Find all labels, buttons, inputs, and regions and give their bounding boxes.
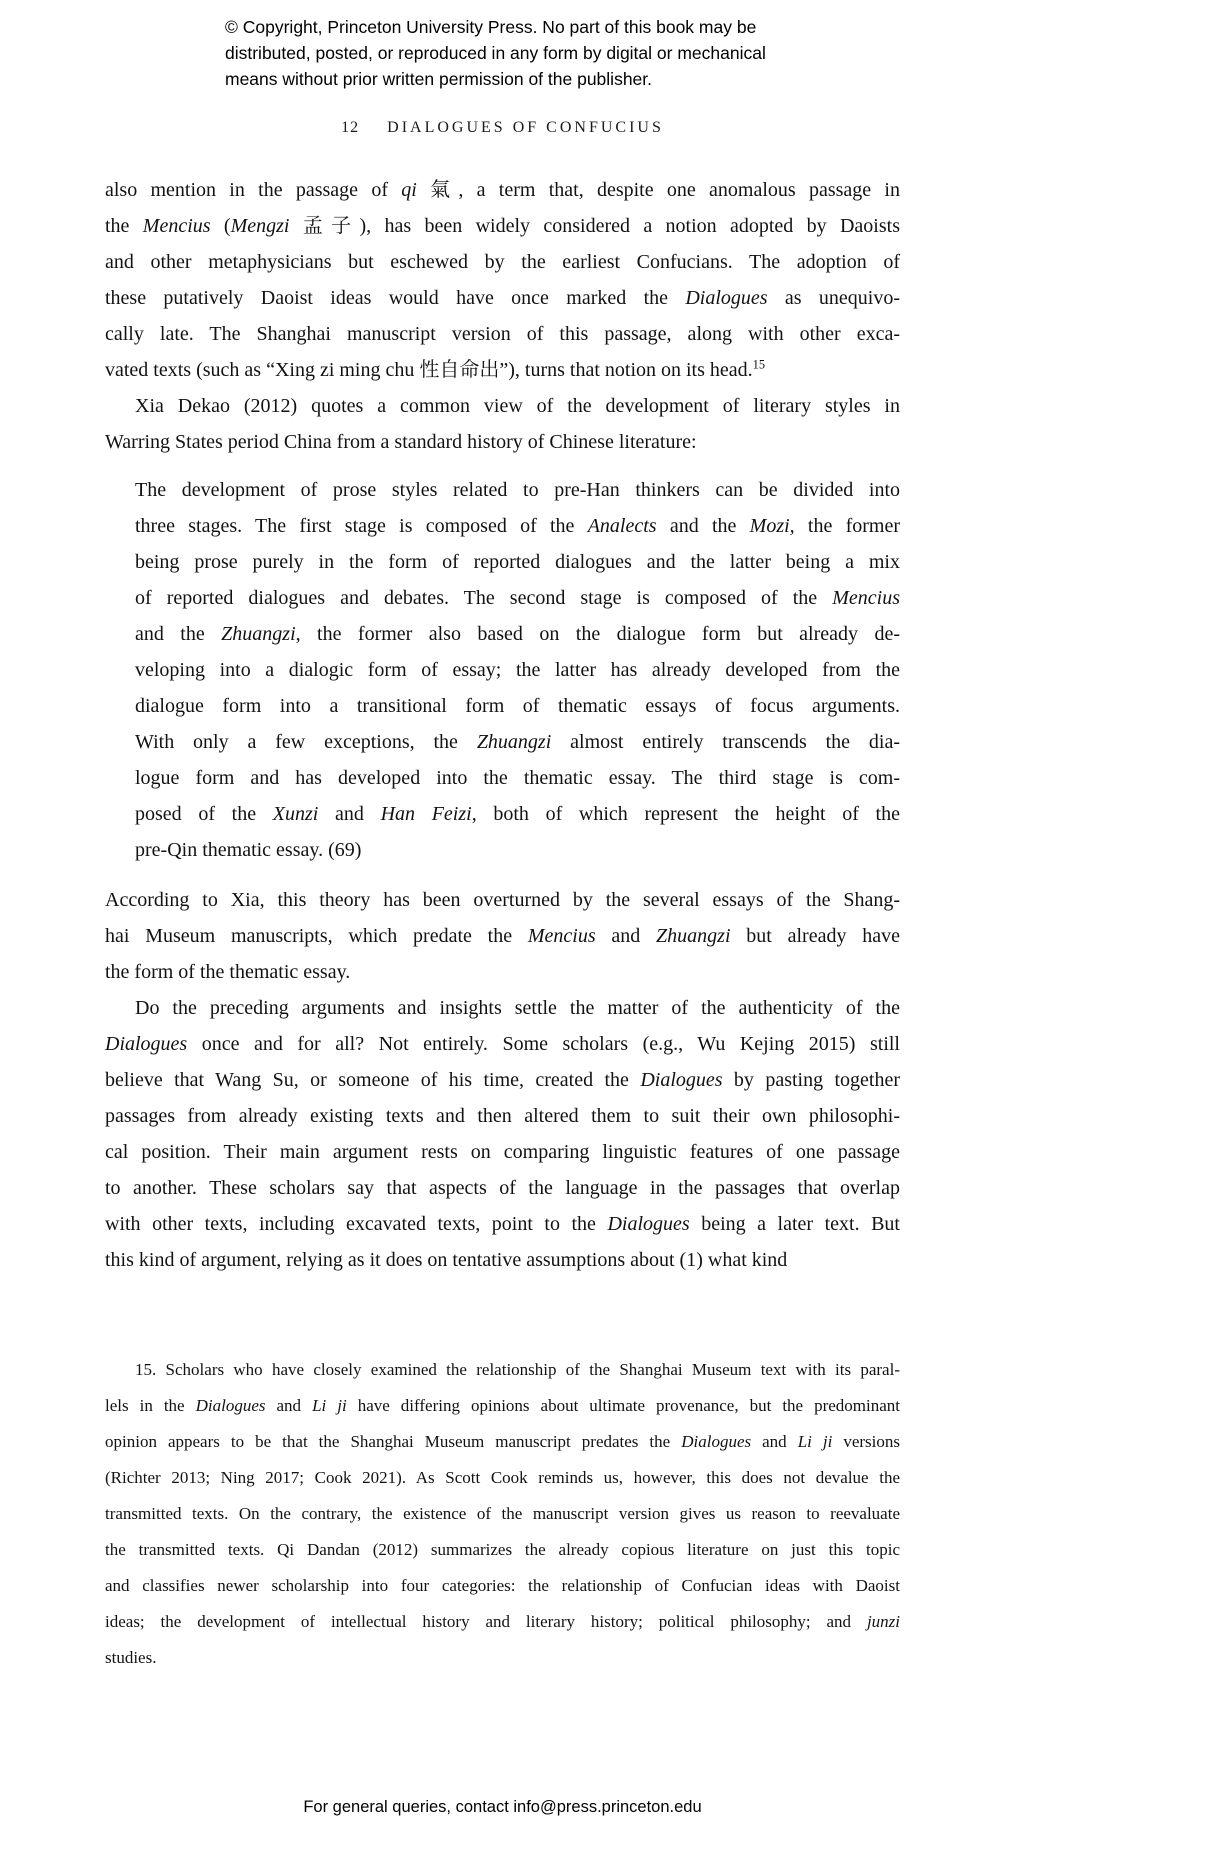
text-line (105, 1206, 900, 1242)
text-run: almost entirely transcends the dia- (551, 731, 900, 753)
text-run: pre-Qin thematic essay. (69) (135, 839, 362, 861)
italic-text: Dialogues (685, 287, 768, 309)
text-run: The development of prose styles related to pre-Han thinkers can be divided into (135, 479, 900, 501)
italic-text: Dialogues (681, 1432, 752, 1451)
text-run: once and for all? Not entirely. Some scholars (e.g., Wu Kejing 2015) still (187, 1033, 900, 1055)
italic-text: Dialogues (105, 1033, 188, 1055)
italic-text: junzi (866, 1612, 900, 1631)
text-run: veloping into a dialogic form of essay; the latter has already developed from the (135, 659, 900, 681)
footer-contact: For general queries, contact info@press.princeton.edu (303, 1798, 702, 1816)
text-line (105, 1604, 900, 1640)
text-run: this kind of argument, relying as it does on tentative assumptions about (1) what kind (105, 1249, 788, 1271)
text-run: three stages. The first stage is composed of the (135, 515, 588, 537)
text-run: the transmitted texts. Qi Dandan (2012) summarizes the already copious literature on just this topic (105, 1540, 900, 1559)
text-run: lels in the (105, 1396, 196, 1415)
text-line (105, 388, 900, 424)
italic-text: Zhuangzi (476, 731, 552, 753)
italic-text: Mozi (749, 515, 790, 537)
footnote-block (105, 1352, 900, 1676)
text-run: 氣, a term that, despite one anomalous passage in (416, 179, 900, 201)
text-run: , the former also based on the dialogue form but already de- (295, 623, 900, 645)
italic-text: Mencius (832, 587, 900, 609)
text-run: vated texts (such as “Xing zi ming chu 性自命出”), turns that notion on its head. (105, 359, 753, 381)
text-run: versions (832, 1432, 900, 1451)
text-run: With only a few exceptions, the (135, 731, 477, 753)
text-line (105, 990, 900, 1026)
text-run: and (318, 803, 381, 825)
italic-text: Dialogues (195, 1396, 266, 1415)
text-line (105, 424, 900, 460)
text-line (105, 1532, 900, 1568)
text-run: and classifies newer scholarship into four categories: the relationship of Confucian ideas with Daoist (105, 1576, 900, 1595)
text-run: have differing opinions about ultimate provenance, but the predominant (346, 1396, 901, 1415)
text-run: studies. (105, 1648, 157, 1667)
paragraph (105, 1352, 900, 1676)
text-run: 15. Scholars who have closely examined the relationship of the Shanghai Museum text with its paral- (135, 1360, 900, 1379)
text-line (105, 280, 900, 316)
text-line (135, 508, 900, 544)
text-line (105, 352, 900, 388)
text-line (135, 724, 900, 760)
text-line (105, 1026, 900, 1062)
text-run: According to Xia, this theory has been overturned by the several essays of the Shang- (105, 889, 900, 911)
text-line (105, 1242, 900, 1278)
text-line (135, 760, 900, 796)
text-line (105, 954, 900, 990)
text-run: with other texts, including excavated texts, point to the (105, 1213, 608, 1235)
copyright-line: © Copyright, Princeton University Press. No part of this book may be (225, 17, 757, 37)
text-run: believe that Wang Su, or someone of his time, created the (105, 1069, 641, 1091)
text-line (105, 1568, 900, 1604)
text-run: opinion appears to be that the Shanghai Museum manuscript predates the (105, 1432, 682, 1451)
running-head (105, 119, 900, 137)
text-run: also mention in the passage of (105, 179, 402, 201)
italic-text: Li ji (797, 1432, 833, 1451)
text-line (105, 1424, 900, 1460)
text-run: passages from already existing texts and then altered them to suit their own philosophi- (105, 1105, 900, 1127)
text-run: transmitted texts. On the contrary, the existence of the manuscript version gives us reason to reevaluate (105, 1504, 900, 1523)
body-text (105, 172, 900, 1278)
copyright-line: means without prior written permission of the publisher. (225, 69, 653, 89)
text-line (135, 580, 900, 616)
italic-text: Mencius (527, 925, 596, 947)
italic-text: Zhuangzi (656, 925, 731, 947)
text-run: Do the preceding arguments and insights settle the matter of the authenticity of the (135, 997, 900, 1019)
text-run: of reported dialogues and debates. The second stage is composed of the (135, 587, 833, 609)
text-line (135, 472, 900, 508)
text-run: to another. These scholars say that aspects of the language in the passages that overlap (105, 1177, 900, 1199)
italic-text: qi (401, 179, 417, 201)
text-line (135, 652, 900, 688)
text-line (105, 1388, 900, 1424)
italic-text: Mengzi (230, 215, 290, 237)
text-line (105, 1098, 900, 1134)
text-line (105, 1352, 900, 1388)
text-run: being prose purely in the form of reported dialogues and the latter being a mix (135, 551, 900, 573)
italic-text: Dialogues (607, 1213, 690, 1235)
text-run: and the (656, 515, 750, 537)
text-line (105, 918, 900, 954)
paragraph (105, 172, 900, 388)
text-run: ( (210, 215, 231, 237)
text-run: dialogue form into a transitional form of thematic essays of focus arguments. (135, 695, 900, 717)
text-line (105, 208, 900, 244)
text-run: the form of the thematic essay. (105, 961, 351, 983)
text-run: as unequivo- (767, 287, 900, 309)
running-title: DIALOGUES OF CONFUCIUS (387, 119, 664, 136)
text-run: and (595, 925, 657, 947)
text-line (105, 1170, 900, 1206)
italic-text: Li ji (312, 1396, 347, 1415)
text-run: , both of which represent the height of the (471, 803, 900, 825)
text-run: being a later text. But (689, 1213, 900, 1235)
italic-text: Xunzi (272, 803, 319, 825)
text-line (105, 244, 900, 280)
text-line (135, 796, 900, 832)
page-number: 12 (341, 119, 360, 136)
italic-text: Han Feizi (380, 803, 472, 825)
text-run: by pasting together (722, 1069, 900, 1091)
text-line (105, 1134, 900, 1170)
text-run: cal position. Their main argument rests on comparing linguistic features of one passage (105, 1141, 900, 1163)
text-run: these putatively Daoist ideas would have once marked the (105, 287, 686, 309)
text-run: cally late. The Shanghai manuscript version of this passage, along with other exca- (105, 323, 900, 345)
text-run: , the former (789, 515, 901, 537)
text-run: logue form and has developed into the thematic essay. The third stage is com- (135, 767, 900, 789)
footnote-reference: 15 (752, 357, 766, 372)
paragraph (105, 882, 900, 990)
copyright-notice (225, 14, 865, 92)
text-run: Xia Dekao (2012) quotes a common view of the development of literary styles in (135, 395, 900, 417)
block-quote (135, 472, 900, 868)
text-run: 孟子), has been widely considered a notion adopted by Daoists (289, 215, 900, 237)
copyright-line: distributed, posted, or reproduced in any form by digital or mechanical (225, 43, 766, 63)
italic-text: Dialogues (640, 1069, 723, 1091)
paragraph (105, 388, 900, 460)
text-run: and (751, 1432, 798, 1451)
text-line (135, 616, 900, 652)
text-run: but already have (730, 925, 900, 947)
italic-text: Zhuangzi (221, 623, 296, 645)
paragraph (105, 990, 900, 1278)
text-line (105, 1062, 900, 1098)
italic-text: Analects (587, 515, 657, 537)
text-line (105, 882, 900, 918)
text-line (135, 688, 900, 724)
text-run: posed of the (135, 803, 273, 825)
text-run: and the (135, 623, 222, 645)
text-line (105, 1496, 900, 1532)
text-run: and other metaphysicians but eschewed by the earliest Confucians. The adoption of (105, 251, 900, 273)
text-line (105, 1460, 900, 1496)
text-run: (Richter 2013; Ning 2017; Cook 2021). As Scott Cook reminds us, however, this does not devalue the (105, 1468, 900, 1487)
text-run: the (105, 215, 143, 237)
text-line (135, 544, 900, 580)
text-line (135, 832, 900, 868)
text-run: and (265, 1396, 313, 1415)
text-run: hai Museum manuscripts, which predate the (105, 925, 528, 947)
text-line (105, 172, 900, 208)
italic-text: Mencius (142, 215, 211, 237)
text-line (105, 316, 900, 352)
text-run: ideas; the development of intellectual history and literary history; political philosophy; and (105, 1612, 867, 1631)
text-line (105, 1640, 900, 1676)
text-run: Warring States period China from a standard history of Chinese literature: (105, 431, 697, 453)
